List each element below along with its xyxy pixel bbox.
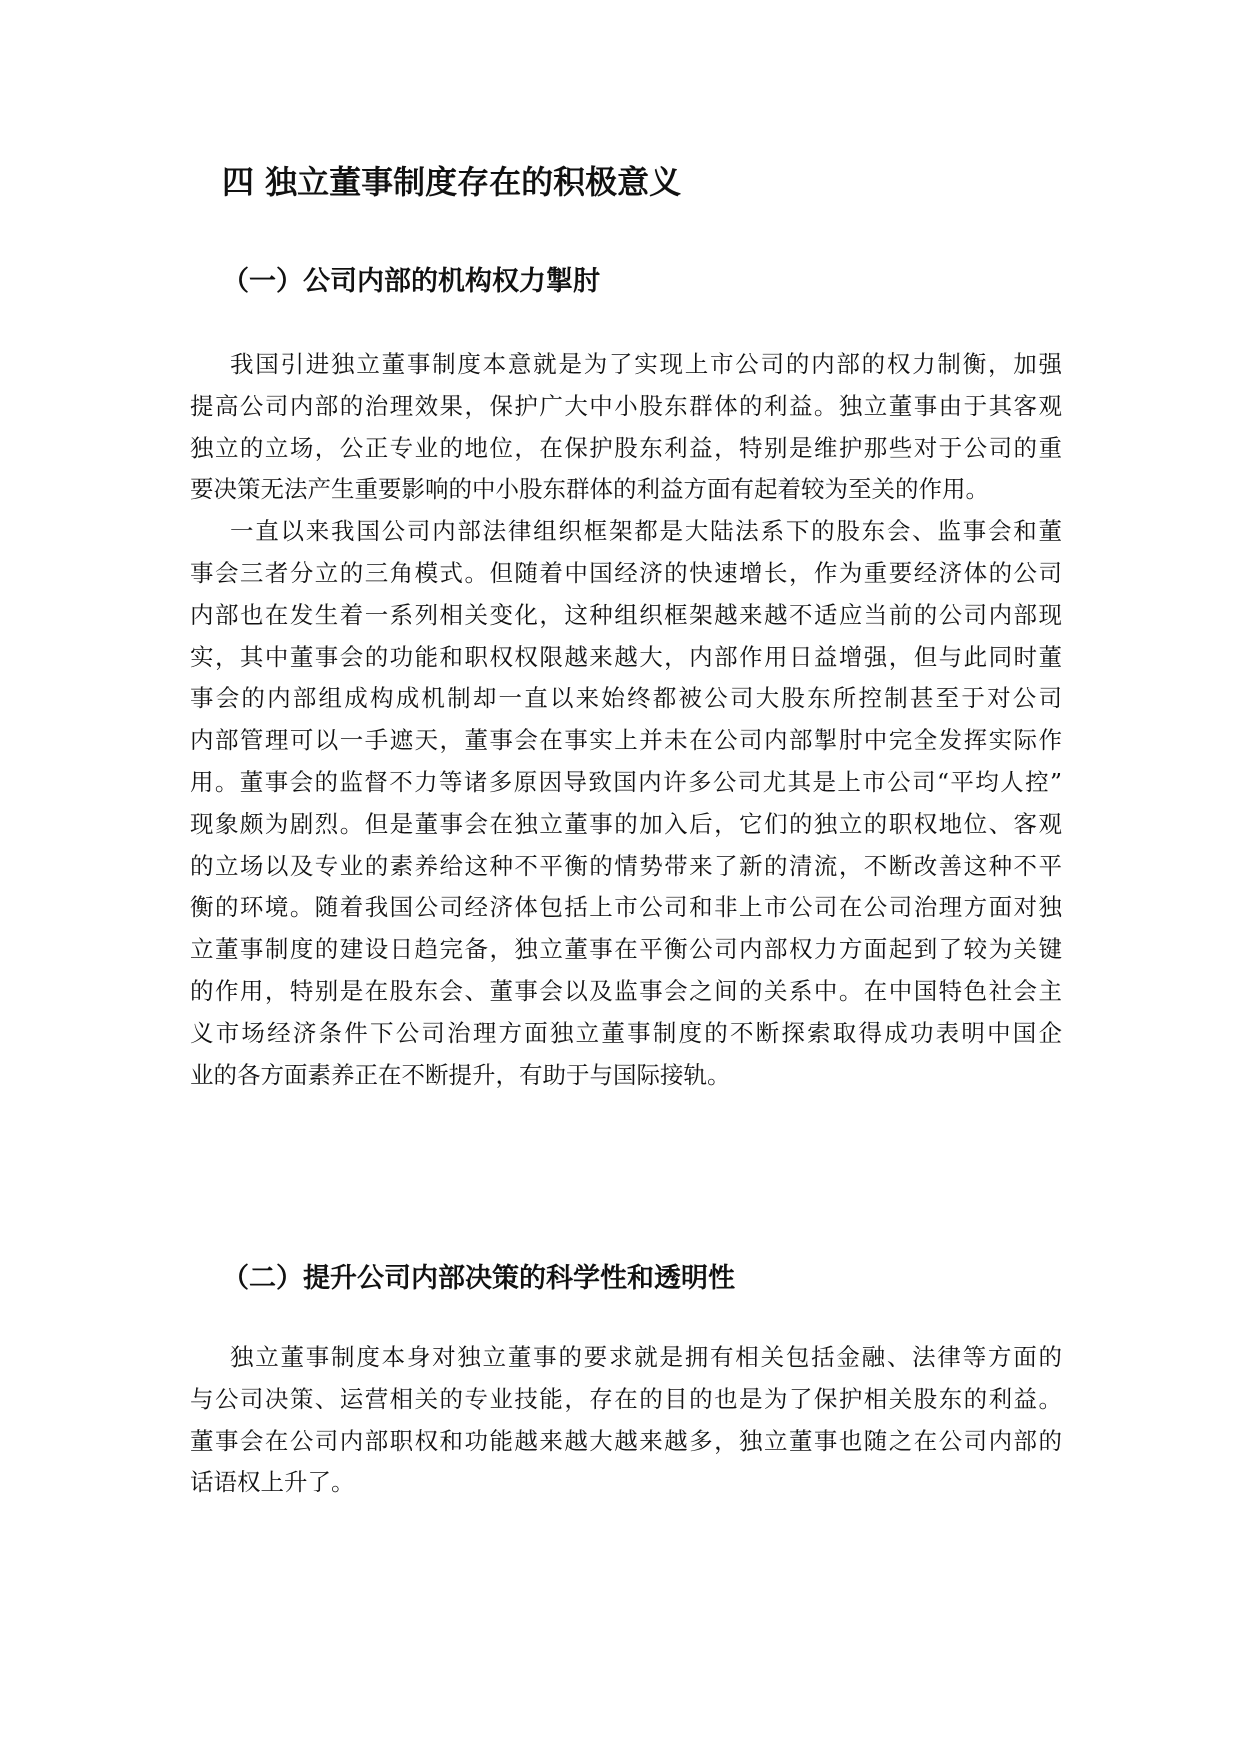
text-line: 内部管理可以一手遮天，董事会在事实上并未在公司内部掣肘中完全发挥实际作 (190, 726, 1062, 755)
text-line: 事会三者分立的三角模式。但随着中国经济的快速增长，作为重要经济体的公司 (190, 558, 1062, 587)
section-heading: （一）公司内部的机构权力掣肘 (222, 266, 600, 297)
text-line: 的立场以及专业的素养给这种不平衡的情势带来了新的清流，不断改善这种不平 (190, 851, 1062, 880)
text-line: 事会的内部组成构成机制却一直以来始终都被公司大股东所控制甚至于对公司 (190, 684, 1062, 713)
section-body (190, 1337, 1062, 1504)
text-line: 话语权上升了。 (190, 1468, 355, 1497)
text-line: 内部也在发生着一系列相关变化，这种组织框架越来越不适应当前的公司内部现 (190, 600, 1062, 629)
text-line: 现象颇为剧烈。但是董事会在独立董事的加入后，它们的独立的职权地位、客观 (190, 809, 1062, 838)
section-heading: （二）提升公司内部决策的科学性和透明性 (222, 1263, 735, 1294)
text-line: 的作用，特别是在股东会、董事会以及监事会之间的关系中。在中国特色社会主 (190, 976, 1062, 1005)
text-line: 提高公司内部的治理效果，保护广大中小股东群体的利益。独立董事由于其客观 (190, 391, 1062, 420)
body-paragraph (190, 511, 1062, 1096)
body-paragraph (190, 1337, 1062, 1504)
text-line: 独立董事制度本身对独立董事的要求就是拥有相关包括金融、法律等方面的 (230, 1343, 1062, 1371)
text-line: 独立的立场，公正专业的地位，在保护股东利益，特别是维护那些对于公司的重 (190, 433, 1062, 462)
text-line: 要决策无法产生重要影响的中小股东群体的利益方面有起着较为至关的作用。 (190, 475, 989, 504)
text-line: 一直以来我国公司内部法律组织框架都是大陆法系下的股东会、监事会和董 (230, 517, 1062, 546)
text-line: 与公司决策、运营相关的专业技能，存在的目的也是为了保护相关股东的利益。 (190, 1384, 1062, 1413)
text-line: 义市场经济条件下公司治理方面独立董事制度的不断探索取得成功表明中国企 (190, 1018, 1062, 1047)
text-line: 衡的环境。随着我国公司经济体包括上市公司和非上市公司在公司治理方面对独 (190, 893, 1062, 922)
body-paragraph (190, 344, 1062, 511)
text-line: 用。董事会的监督不力等诸多原因导致国内许多公司尤其是上市公司“平均人控” (190, 767, 1062, 796)
text-line: 实，其中董事会的功能和职权权限越来越大，内部作用日益增强，但与此同时董 (190, 642, 1062, 671)
text-line: 我国引进独立董事制度本意就是为了实现上市公司的内部的权力制衡，加强 (230, 350, 1062, 378)
text-line: 董事会在公司内部职权和功能越来越大越来越多，独立董事也随之在公司内部的 (190, 1426, 1062, 1455)
text-line: 业的各方面素养正在不断提升，有助于与国际接轨。 (190, 1060, 731, 1089)
text-line: 立董事制度的建设日趋完备，独立董事在平衡公司内部权力方面起到了较为关键 (190, 935, 1062, 964)
chapter-title: 四 独立董事制度存在的积极意义 (222, 163, 682, 201)
section-body (190, 344, 1062, 1096)
